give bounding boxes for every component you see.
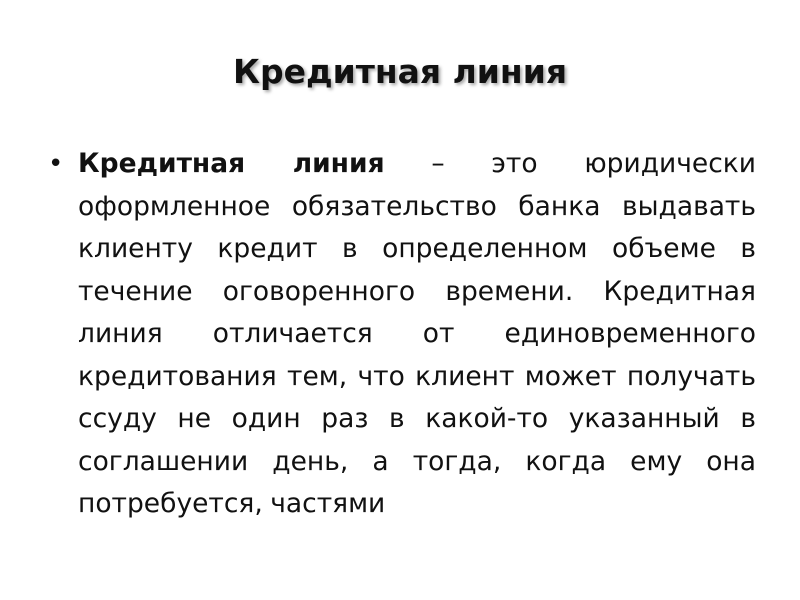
bullet-list	[40, 143, 756, 526]
bullet-text: – это юридически оформленное обязательство банка выдавать клиенту кредит в определенном объеме в течение оговоренного времени. Кредитная линия отличается от единовременного кредитования тем, что клиент может получать ссуду не один раз в какой-то указанный в соглашении день, а тогда, когда ему она потребуется, частями	[78, 148, 756, 519]
slide-title: Кредитная линия	[232, 52, 568, 91]
bullet-marker: •	[48, 149, 64, 179]
bullet-term: Кредитная линия	[78, 148, 385, 179]
bullet-item	[40, 143, 756, 526]
